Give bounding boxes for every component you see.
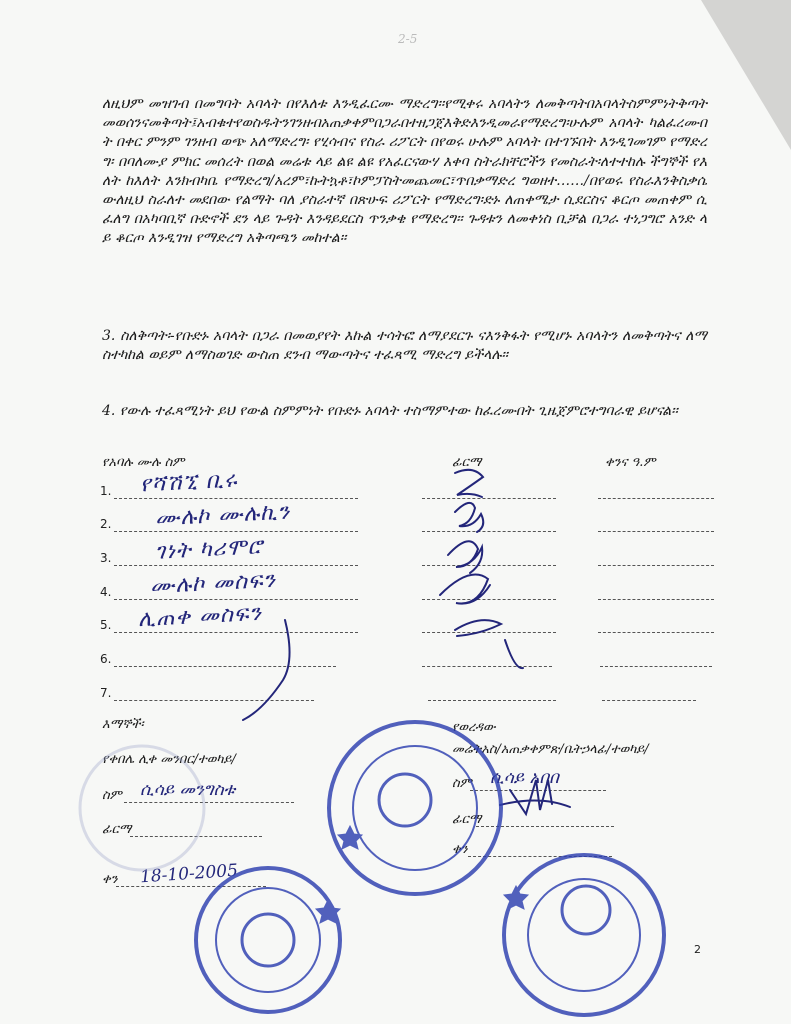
top-mark: 2-5 xyxy=(398,32,418,46)
member-name: የሻሽኚ ቢሩ xyxy=(139,467,239,498)
row-number: 6. xyxy=(100,652,112,666)
signature-mark-3 xyxy=(448,541,482,573)
left-date-label: ቀን xyxy=(102,872,118,887)
kebele-chair-title: የቀበሌ ሊቀ መንበር/ተወካይ/ xyxy=(102,752,236,767)
long-stroke-signature xyxy=(505,640,523,668)
member-name: ሊጠቀ መስፍን xyxy=(137,600,263,633)
paragraph-penalty: 3. ስለቅጣት፡-የቡድኑ አባላት በጋራ በመወያየት እኩል ተሳትፎ ለማያደርጉ ናእንቅፋት የሚሆኑ አባላትን ለመቅጣትና ለማስተካከል ወይም ለማስወገድ ውስጠ ደንብ ማውጣትና ተፈጻሚ ማድረግ ይችላሉ፡፡ xyxy=(102,328,707,364)
paragraph-validity: 4. የውሉ ተፈጻሚነት ይህ የውል ስምምነት የቡድኑ አባላት ተስማምተው ከፈረሙበት ጊዜጀምሮተግባራዊ ይሆናል፡፡ xyxy=(102,403,678,419)
row-number: 4. xyxy=(100,585,112,599)
witnesses-label: እማኞች፡ xyxy=(102,717,144,732)
page-number: 2 xyxy=(694,943,701,956)
woreda-label: የወረዳው xyxy=(452,720,496,735)
right-date-label: ቀን xyxy=(452,842,468,857)
long-stroke-name xyxy=(243,620,290,720)
stamp-seal-middle-inner xyxy=(353,746,477,870)
stamp-seal-left-inner xyxy=(216,888,320,992)
faded-backside-seal xyxy=(80,746,204,870)
header-date: ቀንና ዓ.ም xyxy=(605,455,656,470)
left-date-value: 18-10-2005 xyxy=(139,860,239,888)
land-office-title: መሬትአስ/አጠቃቀምጽ/ቤትኃላፊ/ተወካይ/ xyxy=(452,742,649,757)
left-name-label: ስም xyxy=(102,788,122,803)
signature-mark-4 xyxy=(440,575,490,604)
member-signatures xyxy=(243,470,570,814)
backside-seal xyxy=(80,746,204,870)
header-signature: ፊርማ xyxy=(452,455,482,470)
signature-mark-1 xyxy=(455,470,483,497)
paragraph-duties: ለዚህም መዝገብ በመግባት አባላት በየእለቱ እንዲፈርሙ ማድረግ፡፡የሚቀሩ አባላትን ለመቅጣትበአባላትስምምነትቅጣትመወሰንናመቅጣት፤አብቁተየወስዱትንገንዘብአጠቃቀምበጋራበተዘጋጀእቅድእንዲመራየማድረግ፡ሁሉም አባላት ካልፈረሙበት በቀር ምንም ገንዘብ ወጭ አለማድረግ፡ የሂሳብና የስራ ሪፖርት በየወሩ ሁሉም አባላት በተገኙበት እንዲገመገም የማድረግ፡ በባለሙያ ምክር መሰረት በወል መሬቱ ላይ ልዩ ልዩ የአፈርናውሃ እቀባ ስትራክቸሮችን የመስራት፡ለተተከሉ ችግኞች የእለት ከእለት እንክብካቤ የማድረግ/አረም፣ኩትኳቶ፣ኮምፓስትመጨመር፣ጥበቃማድረ ግወዘተ……/በየወሩ የስራእንቅስቃሴውለዚህ ስራለተ መደበው የልማት ባለ ያስራተኛ በጽሁፍ ሪፖርት የማድረግ፡ድኑ ለጠቀሜታ ሲደርስና ቆርጦ መጠቀም ሲፈለግ በአካባቢኛ ቡድኖች ደን ላይ ጉዳት እንዳይደርስ ጥንቃቄ የማድረግ፡፡ ጉዳቱን ለመቀነስ ቢቻል በጋራ ተነጋግሮ አንድ ላይ ቆርጦ እንዲገዝ የማድረግ አቅጣጫን መከተል፡፡ xyxy=(102,96,707,247)
right-name-value: ሲሳይ አበበ xyxy=(490,768,559,788)
left-name-value: ሲሳይ መንግስቱ xyxy=(140,780,236,800)
row-number: 2. xyxy=(100,517,112,531)
stamp-seal-middle xyxy=(329,722,501,894)
row-number: 7. xyxy=(100,686,112,700)
row-number: 3. xyxy=(100,551,112,565)
row-number: 1. xyxy=(100,484,112,498)
right-name-label: ስም xyxy=(452,776,472,791)
stamp-seal-left-emblem xyxy=(242,914,294,966)
signature-mark-2 xyxy=(455,503,483,532)
stamp-seal-left xyxy=(196,868,340,1012)
official-signature-mark xyxy=(500,780,570,814)
member-name: ገነት ካሪሞሮ xyxy=(154,534,264,565)
signature-mark-5 xyxy=(455,620,501,636)
row-number: 5. xyxy=(100,618,112,632)
right-signature-label: ፊርማ xyxy=(452,812,482,827)
stamp-seal-middle-emblem xyxy=(379,774,431,826)
stamp-seal-right-emblem xyxy=(562,886,610,934)
stamp-seals xyxy=(196,722,664,1015)
header-member-name: የአባሉ ሙሉ ስም xyxy=(102,455,185,470)
left-signature-label: ፊርማ xyxy=(102,822,132,837)
member-name: ሙሉኮ ሙሉኪን xyxy=(154,499,291,532)
stamp-star-icon xyxy=(338,826,362,849)
member-name: ሙሉኮ መስፍን xyxy=(149,567,277,600)
